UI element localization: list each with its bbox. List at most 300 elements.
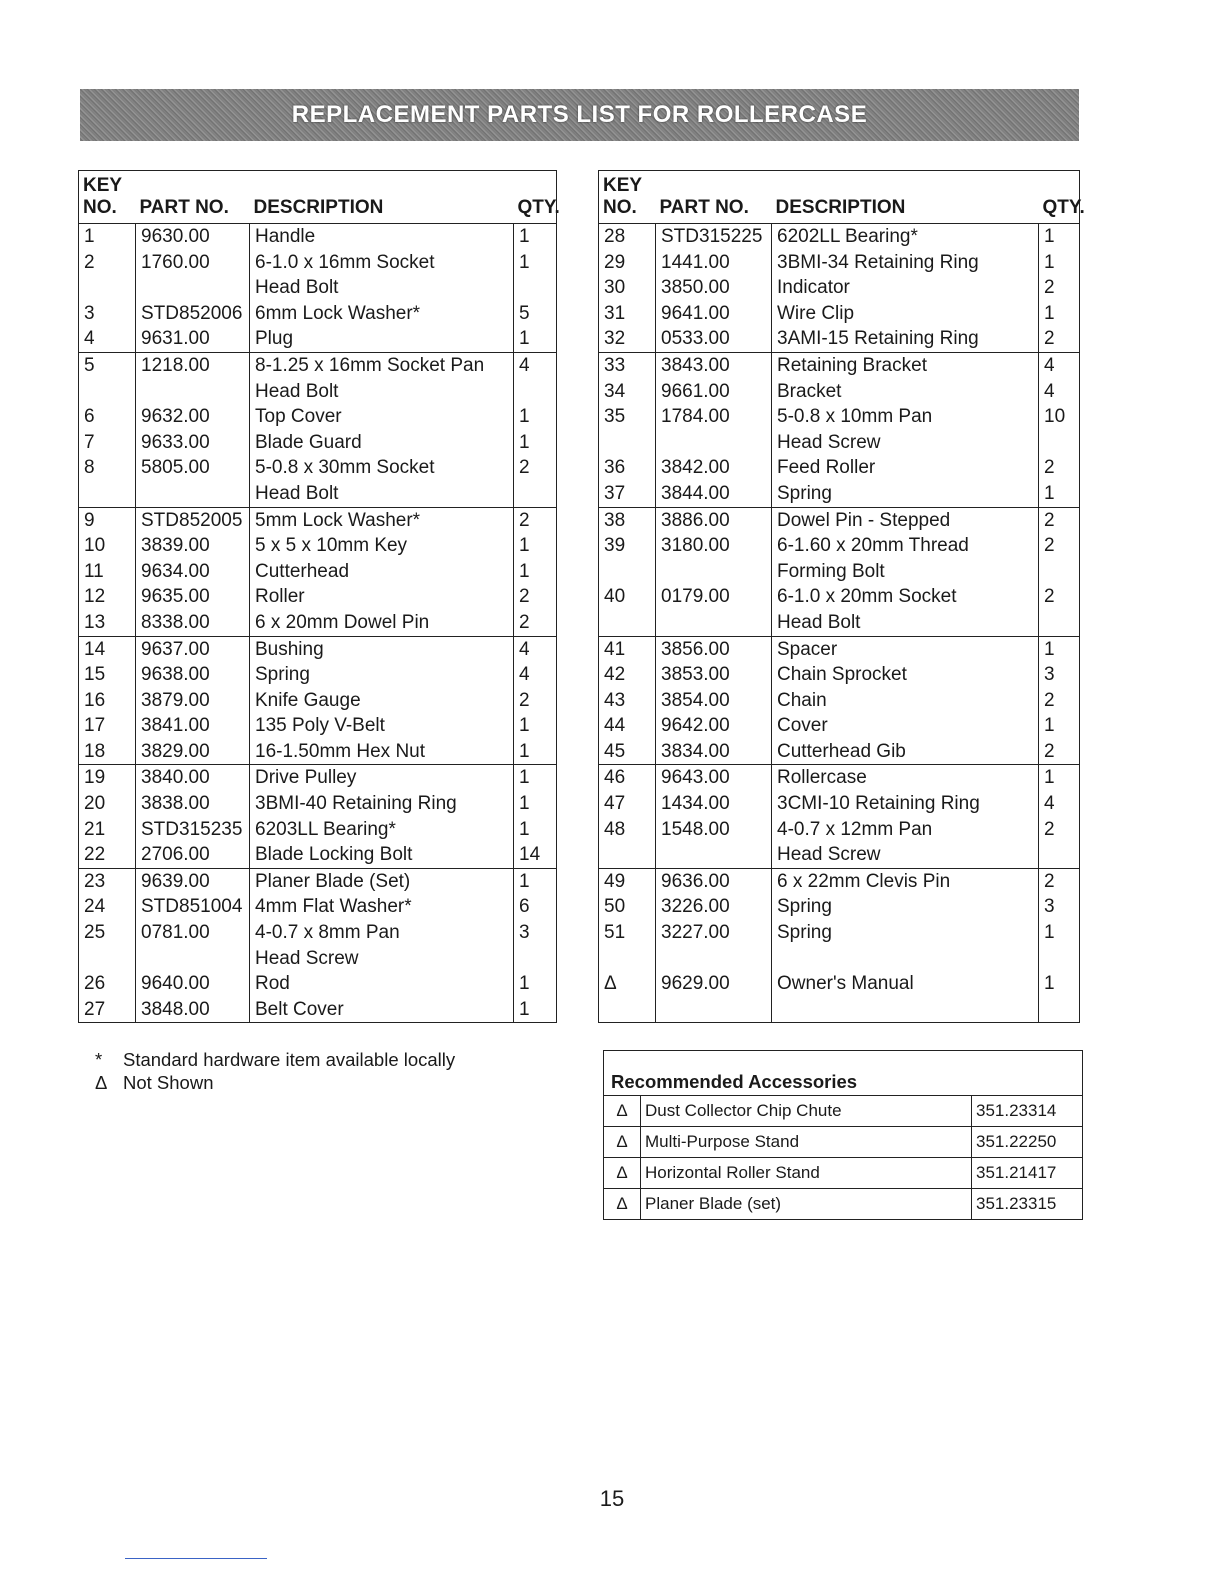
not-shown-symbol: Δ [604, 1189, 641, 1220]
table-row [79, 481, 557, 507]
table-row [599, 430, 1080, 456]
qty-header: QTY. [514, 171, 557, 224]
cell-key: 29 [604, 251, 626, 273]
not-shown-symbol: Δ [604, 1096, 641, 1127]
cell-desc: 3CMI-10 Retaining Ring [772, 791, 1039, 817]
footnote [95, 1071, 455, 1094]
no-header-text: NO. [83, 197, 117, 218]
cell-desc: Plug [250, 326, 514, 352]
cell-part: 3853.00 [656, 662, 772, 688]
cell-desc: Belt Cover [250, 997, 514, 1023]
cell-key [79, 946, 136, 972]
cell-key [599, 997, 656, 1023]
cell-part: 1548.00 [656, 817, 772, 843]
table-row [79, 971, 557, 997]
table-row [599, 481, 1080, 507]
cell-qty: 1 [1039, 481, 1080, 507]
cell-qty: 1 [1039, 636, 1080, 662]
cell-key: 13 [84, 611, 106, 633]
cell-qty: 4 [1039, 379, 1080, 405]
cell-qty: 2 [1039, 688, 1080, 714]
cell-desc: 3BMI-40 Retaining Ring [250, 791, 514, 817]
cell-qty: 2 [514, 455, 557, 481]
cell-part: STD315235 [136, 817, 250, 843]
cell-key: 50 [604, 896, 626, 918]
cell-part: 9629.00 [656, 971, 772, 997]
cell-qty: 2 [514, 688, 557, 714]
cell-qty: 2 [1039, 533, 1080, 559]
parts-table-left [78, 170, 560, 1023]
cell-part [656, 559, 772, 585]
cell-qty [514, 379, 557, 405]
cell-desc: Cover [772, 713, 1039, 739]
key-header-text: KEY [603, 175, 643, 196]
cell-desc: Wire Clip [772, 301, 1039, 327]
cell-desc: Forming Bolt [772, 559, 1039, 585]
cell-part [136, 379, 250, 405]
cell-qty: 1 [514, 765, 557, 791]
cell-desc: Dowel Pin - Stepped [772, 507, 1039, 533]
description-header: DESCRIPTION [772, 171, 1039, 224]
cell-desc: 4mm Flat Washer* [250, 894, 514, 920]
cell-key: 45 [604, 740, 626, 762]
table-row [599, 739, 1080, 765]
cell-qty: 1 [514, 971, 557, 997]
cell-qty: 2 [514, 584, 557, 610]
footnote-text: Standard hardware item available locally [123, 1049, 456, 1070]
cell-part [656, 610, 772, 636]
table-row [599, 379, 1080, 405]
table-row [79, 275, 557, 301]
cell-key: 1 [84, 226, 95, 247]
cell-desc: Head Bolt [772, 610, 1039, 636]
cell-qty: 1 [514, 404, 557, 430]
cell-key: 26 [84, 973, 106, 995]
cell-desc: 8-1.25 x 16mm Socket Pan [250, 352, 514, 378]
cell-qty: 1 [514, 713, 557, 739]
cell-part [656, 946, 772, 972]
cell-key [79, 275, 136, 301]
cell-part: 9640.00 [136, 971, 250, 997]
cell-desc: Head Screw [772, 430, 1039, 456]
table-row [79, 817, 557, 843]
table-row [599, 584, 1080, 610]
not-shown-symbol: Δ [604, 1127, 641, 1158]
key-no-header [599, 171, 656, 224]
table-row [79, 842, 557, 868]
cell-part: STD851004 [136, 894, 250, 920]
table-row [599, 507, 1080, 533]
cell-qty: 1 [1039, 250, 1080, 276]
cell-part: 5805.00 [136, 455, 250, 481]
table-row [79, 610, 557, 636]
cell-qty: 4 [514, 352, 557, 378]
table-row [79, 301, 557, 327]
cell-key: 12 [84, 586, 106, 608]
cell-key: 37 [604, 482, 626, 504]
cell-key [599, 610, 656, 636]
cell-qty: 4 [1039, 791, 1080, 817]
cell-key: 43 [604, 689, 626, 711]
cell-qty [1039, 997, 1080, 1023]
cell-qty: 2 [1039, 868, 1080, 894]
cell-qty: 2 [1039, 817, 1080, 843]
cell-desc: 6-1.60 x 20mm Thread [772, 533, 1039, 559]
cell-qty: 1 [514, 430, 557, 456]
accessory-name: Planer Blade (set) [641, 1189, 972, 1220]
cell-part [656, 842, 772, 868]
cell-desc: 5-0.8 x 30mm Socket [250, 455, 514, 481]
cell-qty: 2 [1039, 326, 1080, 352]
cell-key: 9 [79, 507, 136, 533]
cell-key: 3 [84, 302, 95, 324]
cell-key [599, 430, 656, 456]
cell-key: 17 [84, 715, 106, 737]
table-row [79, 404, 557, 430]
cell-key: 5 [79, 352, 136, 378]
table-row [599, 224, 1080, 250]
accessory-row [604, 1158, 1083, 1189]
cell-part: 9635.00 [136, 584, 250, 610]
table-row [79, 326, 557, 352]
footnote-text: Not Shown [123, 1072, 214, 1093]
table-row [599, 894, 1080, 920]
cell-part: 9630.00 [136, 224, 250, 250]
table-row [79, 224, 557, 250]
accessory-row [604, 1127, 1083, 1158]
cell-qty: 3 [1039, 662, 1080, 688]
cell-desc: 6202LL Bearing* [772, 224, 1039, 250]
table-row [599, 404, 1080, 430]
cell-part: 9641.00 [656, 301, 772, 327]
cell-part: 1760.00 [136, 250, 250, 276]
cell-key: 19 [79, 765, 136, 791]
cell-desc: Chain Sprocket [772, 662, 1039, 688]
cell-desc: 6203LL Bearing* [250, 817, 514, 843]
cell-qty [1039, 430, 1080, 456]
cell-part: 9638.00 [136, 662, 250, 688]
cell-desc: Head Bolt [250, 481, 514, 507]
cell-key: 51 [604, 922, 626, 944]
cell-desc: 6 x 20mm Dowel Pin [250, 610, 514, 636]
cell-qty: 2 [1039, 739, 1080, 765]
cell-key: 39 [604, 535, 626, 557]
cell-part: 9633.00 [136, 430, 250, 456]
cell-qty: 4 [514, 636, 557, 662]
cell-part: 1441.00 [656, 250, 772, 276]
cell-key: 21 [84, 818, 106, 840]
cell-qty [514, 275, 557, 301]
cell-part: 0781.00 [136, 920, 250, 946]
cell-qty: 1 [514, 559, 557, 585]
table-row [599, 662, 1080, 688]
table-row [599, 971, 1080, 997]
cell-part: 3842.00 [656, 455, 772, 481]
cell-key: 22 [84, 844, 106, 866]
cell-desc: Owner's Manual [772, 971, 1039, 997]
cell-desc: Chain [772, 688, 1039, 714]
cell-qty: 1 [514, 533, 557, 559]
table-row [599, 250, 1080, 276]
cell-desc: 16-1.50mm Hex Nut [250, 739, 514, 765]
table-row [79, 739, 557, 765]
cell-desc: Blade Guard [250, 430, 514, 456]
cell-key: 14 [79, 636, 136, 662]
description-header: DESCRIPTION [250, 171, 514, 224]
accessory-part-no: 351.23315 [972, 1189, 1083, 1220]
cell-qty [1039, 610, 1080, 636]
cell-key [79, 379, 136, 405]
table-row [599, 636, 1080, 662]
cell-part: 8338.00 [136, 610, 250, 636]
cell-desc: Spring [772, 920, 1039, 946]
cell-key: 49 [599, 868, 656, 894]
table-row [79, 791, 557, 817]
cell-key: 25 [84, 922, 106, 944]
cell-qty: 5 [514, 301, 557, 327]
table-row [599, 301, 1080, 327]
table-row [79, 379, 557, 405]
cell-part: 9637.00 [136, 636, 250, 662]
page-title: REPLACEMENT PARTS LIST FOR ROLLERCASE [291, 101, 868, 128]
cell-desc: 4-0.7 x 12mm Pan [772, 817, 1039, 843]
cell-desc: 5-0.8 x 10mm Pan [772, 404, 1039, 430]
accessory-name: Multi-Purpose Stand [641, 1127, 972, 1158]
cell-key: 4 [84, 328, 95, 350]
cell-desc: Head Screw [772, 842, 1039, 868]
qty-header: QTY. [1039, 171, 1080, 224]
cell-key [599, 946, 656, 972]
cell-qty: 1 [1039, 713, 1080, 739]
table-row [79, 946, 557, 972]
table-row [599, 920, 1080, 946]
cell-key: 11 [84, 560, 104, 582]
cell-key: 15 [84, 664, 106, 686]
part-no-header: PART NO. [136, 171, 250, 224]
table-row [599, 352, 1080, 378]
cell-desc [772, 997, 1039, 1023]
cell-part: 9661.00 [656, 379, 772, 405]
cell-part: 0533.00 [656, 326, 772, 352]
cell-part: 3848.00 [136, 997, 250, 1023]
page-number: 15 [599, 1486, 625, 1511]
cell-key: 23 [79, 868, 136, 894]
cell-part: 9639.00 [136, 868, 250, 894]
cell-part: 3843.00 [656, 352, 772, 378]
table-row [79, 997, 557, 1023]
title-banner [80, 89, 1079, 141]
accessory-row [604, 1189, 1083, 1220]
not-shown-symbol: Δ [604, 1158, 641, 1189]
cell-qty: 2 [514, 507, 557, 533]
cell-part: 3854.00 [656, 688, 772, 714]
accessories-title: Recommended Accessories [604, 1051, 1083, 1096]
cell-key: 20 [84, 793, 106, 815]
cell-part: 3834.00 [656, 739, 772, 765]
cell-key: 44 [604, 715, 626, 737]
cell-desc: Rollercase [772, 765, 1039, 791]
cell-desc: Spring [772, 894, 1039, 920]
cell-part: 9642.00 [656, 713, 772, 739]
table-row [79, 765, 557, 791]
footnote-symbol: Δ [95, 1072, 108, 1093]
cell-part: 3886.00 [656, 507, 772, 533]
cell-qty: 1 [514, 997, 557, 1023]
cell-key: 27 [84, 998, 106, 1020]
footnotes [95, 1048, 455, 1094]
cell-qty: 2 [1039, 455, 1080, 481]
cell-desc: Planer Blade (Set) [250, 868, 514, 894]
cell-part: 3841.00 [136, 713, 250, 739]
accessory-name: Dust Collector Chip Chute [641, 1096, 972, 1127]
cell-part [656, 997, 772, 1023]
cell-part [136, 275, 250, 301]
cell-key: 34 [604, 380, 626, 402]
cell-key: 46 [599, 765, 656, 791]
cell-desc: Roller [250, 584, 514, 610]
cell-desc: Blade Locking Bolt [250, 842, 514, 868]
cell-part: 9631.00 [136, 326, 250, 352]
cell-qty: 1 [514, 791, 557, 817]
cell-part: 3838.00 [136, 791, 250, 817]
cell-part: 0179.00 [656, 584, 772, 610]
table-row [79, 713, 557, 739]
cell-desc: 3AMI-15 Retaining Ring [772, 326, 1039, 352]
cell-key: 7 [84, 431, 95, 453]
cell-key: 24 [84, 896, 106, 918]
cell-qty: 1 [1039, 971, 1080, 997]
cell-qty: 1 [1039, 765, 1080, 791]
accessory-part-no: 351.21417 [972, 1158, 1083, 1189]
cell-part: 1434.00 [656, 791, 772, 817]
cell-key: 18 [84, 740, 106, 762]
table-row [79, 894, 557, 920]
footnote-symbol: * [95, 1049, 103, 1070]
cell-part [136, 481, 250, 507]
cell-qty: 2 [1039, 584, 1080, 610]
cell-part: 3879.00 [136, 688, 250, 714]
cell-desc: Top Cover [250, 404, 514, 430]
table-row [599, 765, 1080, 791]
cell-qty: 3 [1039, 894, 1080, 920]
cell-key: 30 [604, 277, 626, 299]
table-row [599, 868, 1080, 894]
cell-desc: Head Bolt [250, 379, 514, 405]
table-row [79, 559, 557, 585]
cell-qty: 3 [514, 920, 557, 946]
cell-part: 1218.00 [136, 352, 250, 378]
table-row [79, 920, 557, 946]
cell-key: Δ [604, 973, 617, 995]
cell-desc: Drive Pulley [250, 765, 514, 791]
cell-key: 8 [84, 457, 95, 479]
cell-part: 3844.00 [656, 481, 772, 507]
cell-desc: Spring [250, 662, 514, 688]
table-row [79, 636, 557, 662]
cell-desc: 5mm Lock Washer* [250, 507, 514, 533]
cell-desc: 4-0.7 x 8mm Pan [250, 920, 514, 946]
cell-qty: 2 [1039, 275, 1080, 301]
cell-key: 16 [84, 689, 106, 711]
cell-part: 9636.00 [656, 868, 772, 894]
cell-desc: 6mm Lock Washer* [250, 301, 514, 327]
table-row [599, 946, 1080, 972]
cell-desc: Bushing [250, 636, 514, 662]
cell-key: 32 [604, 328, 626, 350]
cell-desc: 6-1.0 x 16mm Socket [250, 250, 514, 276]
table-row [79, 352, 557, 378]
cell-key: 31 [604, 302, 626, 324]
no-header-text: NO. [603, 197, 637, 218]
cell-key: 38 [599, 507, 656, 533]
table-row [599, 842, 1080, 868]
table-row [599, 326, 1080, 352]
cell-qty: 14 [514, 842, 557, 868]
accessory-name: Horizontal Roller Stand [641, 1158, 972, 1189]
cell-key: 47 [604, 793, 626, 815]
cell-key: 40 [604, 586, 626, 608]
cell-desc: 3BMI-34 Retaining Ring [772, 250, 1039, 276]
cell-key: 41 [599, 636, 656, 662]
table-row [599, 275, 1080, 301]
cell-qty: 1 [1039, 301, 1080, 327]
cell-part [656, 430, 772, 456]
cell-key [599, 842, 656, 868]
cell-qty: 4 [1039, 352, 1080, 378]
table-row [599, 997, 1080, 1023]
header-row [599, 171, 1080, 224]
cell-desc: Indicator [772, 275, 1039, 301]
accessory-part-no: 351.23314 [972, 1096, 1083, 1127]
cell-desc: Rod [250, 971, 514, 997]
table-row [79, 662, 557, 688]
cell-part: 9634.00 [136, 559, 250, 585]
cell-part: 3226.00 [656, 894, 772, 920]
table-row [79, 868, 557, 894]
cell-qty: 4 [514, 662, 557, 688]
cell-desc: Feed Roller [772, 455, 1039, 481]
cell-qty: 2 [514, 610, 557, 636]
header-row [79, 171, 557, 224]
accessory-part-no: 351.22250 [972, 1127, 1083, 1158]
cell-desc: Cutterhead [250, 559, 514, 585]
cell-key: 10 [84, 535, 106, 557]
cell-qty [1039, 842, 1080, 868]
cell-part: 3839.00 [136, 533, 250, 559]
cell-desc: Head Screw [250, 946, 514, 972]
cell-desc [772, 946, 1039, 972]
cell-key [599, 559, 656, 585]
table-row [79, 533, 557, 559]
cell-desc: Knife Gauge [250, 688, 514, 714]
cell-part: 3856.00 [656, 636, 772, 662]
cell-part: STD852005 [136, 507, 250, 533]
cell-part: 3829.00 [136, 739, 250, 765]
table-row [79, 688, 557, 714]
table-row [599, 791, 1080, 817]
table-row [599, 817, 1080, 843]
cell-desc: 6 x 22mm Clevis Pin [772, 868, 1039, 894]
cell-qty: 1 [514, 868, 557, 894]
cell-qty: 1 [1039, 920, 1080, 946]
cell-part: 9632.00 [136, 404, 250, 430]
cell-desc: Head Bolt [250, 275, 514, 301]
cell-desc: 5 x 5 x 10mm Key [250, 533, 514, 559]
cell-part [136, 946, 250, 972]
footnote [95, 1048, 455, 1071]
cell-key [79, 481, 136, 507]
cell-part: 2706.00 [136, 842, 250, 868]
